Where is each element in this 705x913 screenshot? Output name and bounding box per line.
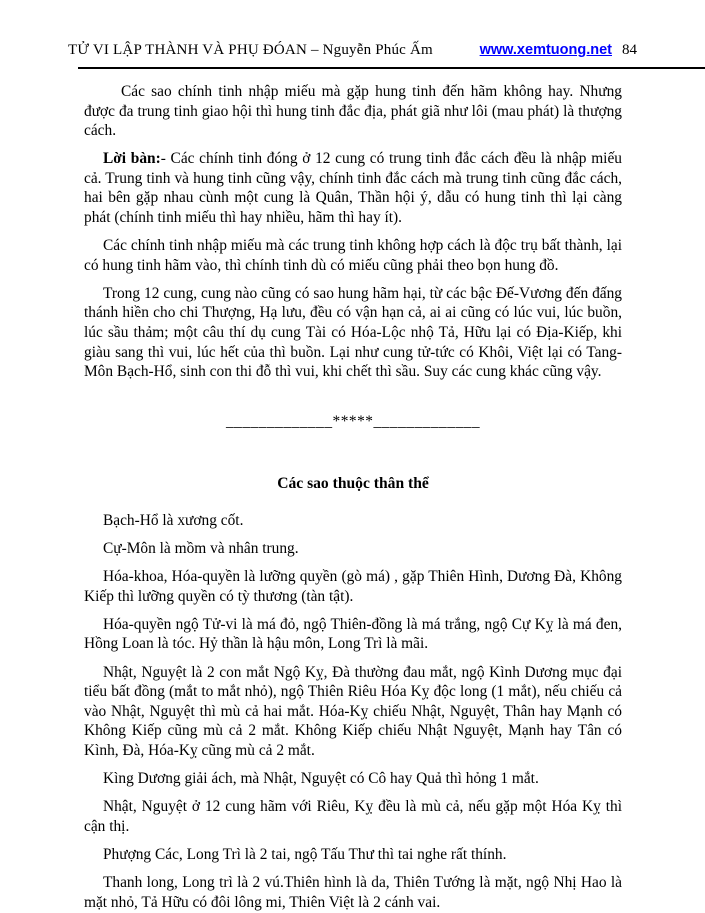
paragraph bbox=[84, 149, 622, 227]
page-number: 84 bbox=[622, 42, 637, 58]
website-link[interactable]: www.xemtuong.net bbox=[479, 42, 612, 58]
paragraph: Trong 12 cung, cung nào cũng có sao hung hãm hại, từ các bậc Đế-Vương đến đấng thánh hiền cho chi Thượng, Hạ lưu, đều có vận hạn cả, ai ai cũng có lúc vui, lúc buồn, lúc sầu thảm; một câu thí dụ cung Tài có Hóa-Lộc nhộ Tả, Hữu lại có Địa-Kiếp, khi giàu sang thì vui, lúc hết của thì buồn. Lại như cung tử-tức có Khôi, Việt lại có Tang-Môn Bạch-Hổ, sinh con thi đỗ thì vui, khi chết thì sầu. Suy các cung khác cũng vậy. bbox=[84, 284, 622, 381]
page-header bbox=[0, 0, 705, 59]
paragraph: Hóa-khoa, Hóa-quyền là lưỡng quyền (gò má) , gặp Thiên Hình, Dương Đà, Không Kiếp thì lưỡng quyền có tỳ thương (tàn tật). bbox=[84, 568, 622, 605]
paragraph: Cự-Môn là mồm và nhân trung. bbox=[103, 540, 299, 558]
paragraph-text: - Các chính tinh đóng ở 12 cung có trung tinh đắc cách đều là nhập miếu cả. Trung tinh và hung tinh cũng vậy, chính tinh đắc cách mà trung tinh cũng đắc cách, hai bên gặp nhau cùnh một cung là Quân, Thần hội ý, dẫu có hung tinh thì lại càng phát (chính tinh miếu thì hay nhiều, hãm thì hay ít). bbox=[84, 150, 622, 227]
document-body bbox=[0, 69, 705, 912]
section-heading: Các sao thuộc thân thể bbox=[277, 475, 429, 493]
paragraph: Các sao chính tinh nhập miếu mà gặp hung tinh đến hãm không hay. Nhưng được đa trung tinh giao hội thì hung tinh đắc địa, phát giã như lôi (mau phát) là thượng cách. bbox=[84, 83, 622, 140]
paragraph: Nhật, Nguyệt ở 12 cung hãm với Riêu, Kỵ đều là mù cả, nếu gặp một Hóa Kỵ thì cận thị. bbox=[84, 798, 622, 835]
paragraph: Hóa-quyền ngộ Tử-vi là má đỏ, ngộ Thiên-đồng là má trắng, ngộ Cự Kỵ là má đen, Hồng Loan là tóc. Hỷ thần là hậu môn, Long Trì là mãi. bbox=[84, 615, 622, 653]
paragraph: Phượng Các, Long Trì là 2 tai, ngộ Tấu Thư thì tai nghe rất thính. bbox=[103, 845, 507, 863]
header-right-group bbox=[480, 42, 637, 59]
header-title: TỬ VI LẬP THÀNH VÀ PHỤ ĐÓAN – Nguyễn Phúc Ấm bbox=[68, 42, 433, 58]
paragraph: Thanh long, Long trì là 2 vú.Thiên hình là da, Thiên Tướng là mặt, ngộ Nhị Hao là mặt nhỏ, Tả Hữu có đôi lông mi, Thiên Việt là 2 cánh vai. bbox=[84, 873, 622, 911]
paragraph: Nhật, Nguyệt là 2 con mắt Ngộ Kỵ, Đà thường đau mắt, ngộ Kình Dương mục đại tiểu bất đồng (mắt to mắt nhỏ), ngộ Thiên Riêu Hóa Kỵ độc long (1 mắt), nếu chiếu cả vào Nhật, Nguyệt thì mù cả hai mắt. Hóa-Kỵ chiếu Nhật, Nguyệt, Thân hay Mạnh có Không Kiếp cũng mù cả 2 mắt. Không Kiếp chiếu Nhật Nguyệt, Mạnh hay Tân có Kình, Đà, Hóa-Kỵ cũng mù cả 2 mắt. bbox=[84, 663, 622, 759]
paragraph: Các chính tinh nhập miếu mà các trung tinh không hợp cách là độc trụ bất thành, lại có hung tinh hãm vào, thì chính tinh dù có miếu cũng phải theo bọn hung đồ. bbox=[84, 237, 622, 274]
section-separator: _____________*****_____________ bbox=[225, 412, 481, 430]
paragraph: Bạch-Hổ là xương cốt. bbox=[103, 512, 244, 529]
paragraph: Kìng Dương giải ách, mà Nhật, Nguyệt có Cô hay Quả thì hỏng 1 mắt. bbox=[103, 770, 539, 788]
paragraph-lead: Lời bàn: bbox=[103, 150, 161, 168]
